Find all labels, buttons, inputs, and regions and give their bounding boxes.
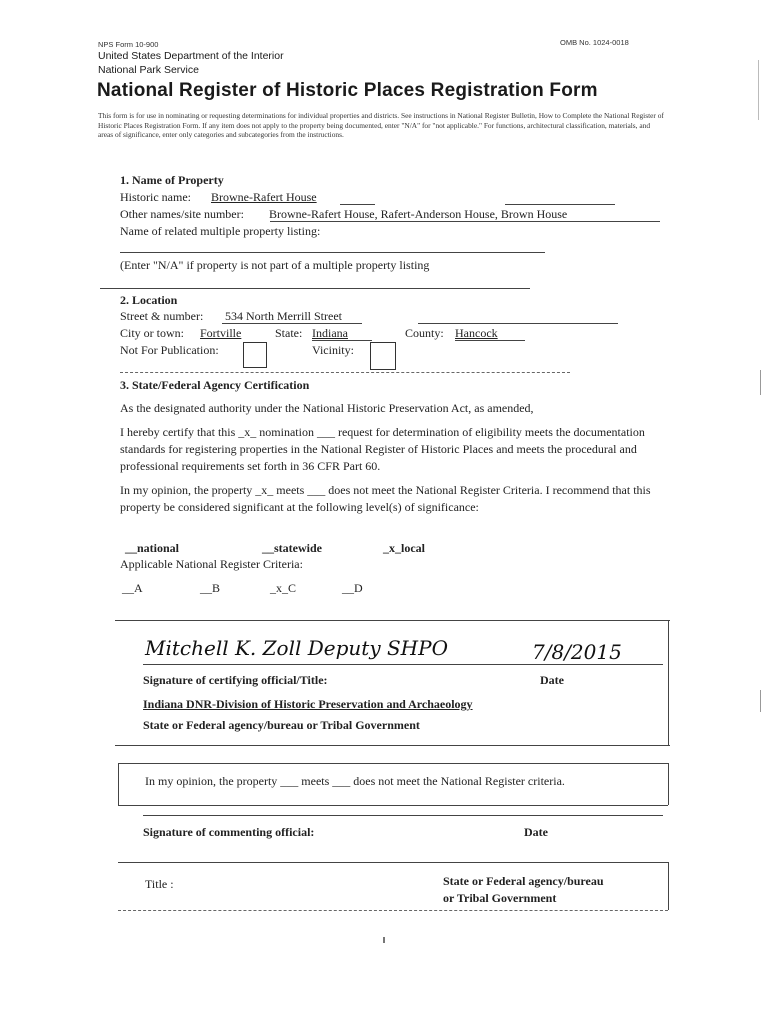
- section2-divider: [120, 372, 570, 373]
- criteria-label: Applicable National Register Criteria:: [120, 557, 303, 571]
- certifying-signature-label: Signature of certifying official/Title:: [143, 673, 328, 687]
- criteria-a: __A: [122, 581, 143, 595]
- criteria-d: __D: [342, 581, 363, 595]
- historic-name-line: [340, 204, 375, 205]
- title-box-bottom: [118, 910, 668, 911]
- comment-box-right: [668, 763, 669, 805]
- level-national: __national: [125, 541, 180, 555]
- street-line-2: [418, 323, 618, 324]
- related-listing-line: [120, 252, 545, 253]
- form-title: National Register of Historic Places Registration Form: [97, 80, 598, 101]
- service-name: National Park Service: [98, 64, 199, 76]
- opinion-statement: In my opinion, the property _x_ meets ___ does not meet the National Register Criteria. I recommend that this property be considered significant at the following level(s) of significance:: [120, 483, 651, 514]
- commenting-date-label: Date: [524, 825, 548, 839]
- form-number: NPS Form 10-900: [98, 40, 159, 49]
- certification-statement: I hereby certify that this _x_ nomination ___ request for determination of eligibility meets the documentation standards for registering properties in the National Register of Historic Places and meets the procedural and professional requirements set forth in 36 CFR Part 60.: [120, 425, 645, 473]
- form-instructions: This form is for use in nominating or requesting determinations for individual properties and districts. See instructions in National Register Bulletin, How to Complete the National Register of Historic Places Registration Form. If any item does not apply to the property being documented, enter "N/A" for "not applicable." For functions, architectural classification, materials, and areas of significance, enter only categories and subcategories from the instructions.: [98, 111, 664, 140]
- state-value: Indiana: [312, 326, 348, 340]
- agency-name: Indiana DNR-Division of Historic Preservation and Archaeology: [143, 697, 473, 711]
- other-names-line: [270, 221, 660, 222]
- comment-box-top: [118, 763, 668, 764]
- vicinity-checkbox[interactable]: [370, 342, 396, 370]
- certifying-date-label: Date: [540, 673, 564, 687]
- commenting-title-label: Title :: [145, 877, 174, 891]
- comment-box-bottom: [118, 805, 668, 806]
- vicinity-label: Vicinity:: [312, 343, 354, 357]
- criteria-c: _x_C: [270, 581, 297, 595]
- section1-heading: 1. Name of Property: [120, 173, 224, 187]
- certification-box-top: [115, 620, 670, 621]
- section2-heading: 2. Location: [120, 293, 178, 307]
- certification-box-right: [668, 620, 669, 745]
- level-statewide: __statewide: [262, 541, 322, 555]
- state-label: State:: [275, 326, 303, 340]
- section3-heading: 3. State/Federal Agency Certification: [120, 378, 310, 392]
- agency-label: State or Federal agency/bureau or Tribal Government: [143, 718, 420, 732]
- scan-edge-mark-3: [760, 690, 761, 712]
- certification-box-bottom: [115, 745, 670, 746]
- not-for-publication-checkbox[interactable]: [243, 342, 267, 368]
- city-value: Fortville: [200, 326, 242, 340]
- omb-number: OMB No. 1024-0018: [560, 38, 629, 47]
- department-name: United States Department of the Interior: [98, 50, 284, 62]
- not-for-publication-label: Not For Publication:: [120, 343, 219, 357]
- scan-speck: [383, 937, 385, 943]
- na-note: (Enter "N/A" if property is not part of a multiple property listing: [120, 258, 430, 272]
- commenting-opinion: In my opinion, the property ___ meets ___ does not meet the National Register criteria.: [145, 774, 565, 788]
- section1-divider: [100, 288, 530, 289]
- other-names-value: Browne-Rafert House, Rafert-Anderson House, Brown House: [269, 207, 568, 221]
- street-label: Street & number:: [120, 309, 204, 323]
- title-box-right: [668, 862, 669, 910]
- city-label: City or town:: [120, 326, 185, 340]
- county-value: Hancock: [455, 326, 498, 340]
- comment-signature-line: [143, 815, 663, 816]
- scan-edge-mark: [758, 60, 759, 120]
- commenting-agency-label-2: or Tribal Government: [443, 891, 557, 905]
- signature-line: [143, 664, 663, 665]
- commenting-signature-label: Signature of commenting official:: [143, 825, 315, 839]
- street-value: 534 North Merrill Street: [225, 309, 342, 323]
- commenting-agency-label-1: State or Federal agency/bureau: [443, 874, 604, 888]
- state-line: [312, 340, 372, 341]
- county-line: [455, 340, 525, 341]
- historic-name-line-2: [505, 204, 615, 205]
- certifying-signature-date: 7/8/2015: [532, 640, 622, 664]
- authority-statement: As the designated authority under the National Historic Preservation Act, as amended,: [120, 401, 534, 415]
- street-line: [222, 323, 362, 324]
- scan-edge-mark-2: [760, 370, 761, 395]
- other-names-label: Other names/site number:: [120, 207, 244, 221]
- comment-box-left: [118, 763, 119, 805]
- historic-name-value: Browne-Rafert House: [211, 190, 317, 204]
- county-label: County:: [405, 326, 444, 340]
- criteria-b: __B: [200, 581, 221, 595]
- certifying-signature: Mitchell K. Zoll Deputy SHPO: [145, 636, 448, 660]
- historic-name-label: Historic name:: [120, 190, 191, 204]
- level-local: _x_local: [383, 541, 425, 555]
- title-box-top: [118, 862, 668, 863]
- related-listing-label: Name of related multiple property listing:: [120, 224, 321, 238]
